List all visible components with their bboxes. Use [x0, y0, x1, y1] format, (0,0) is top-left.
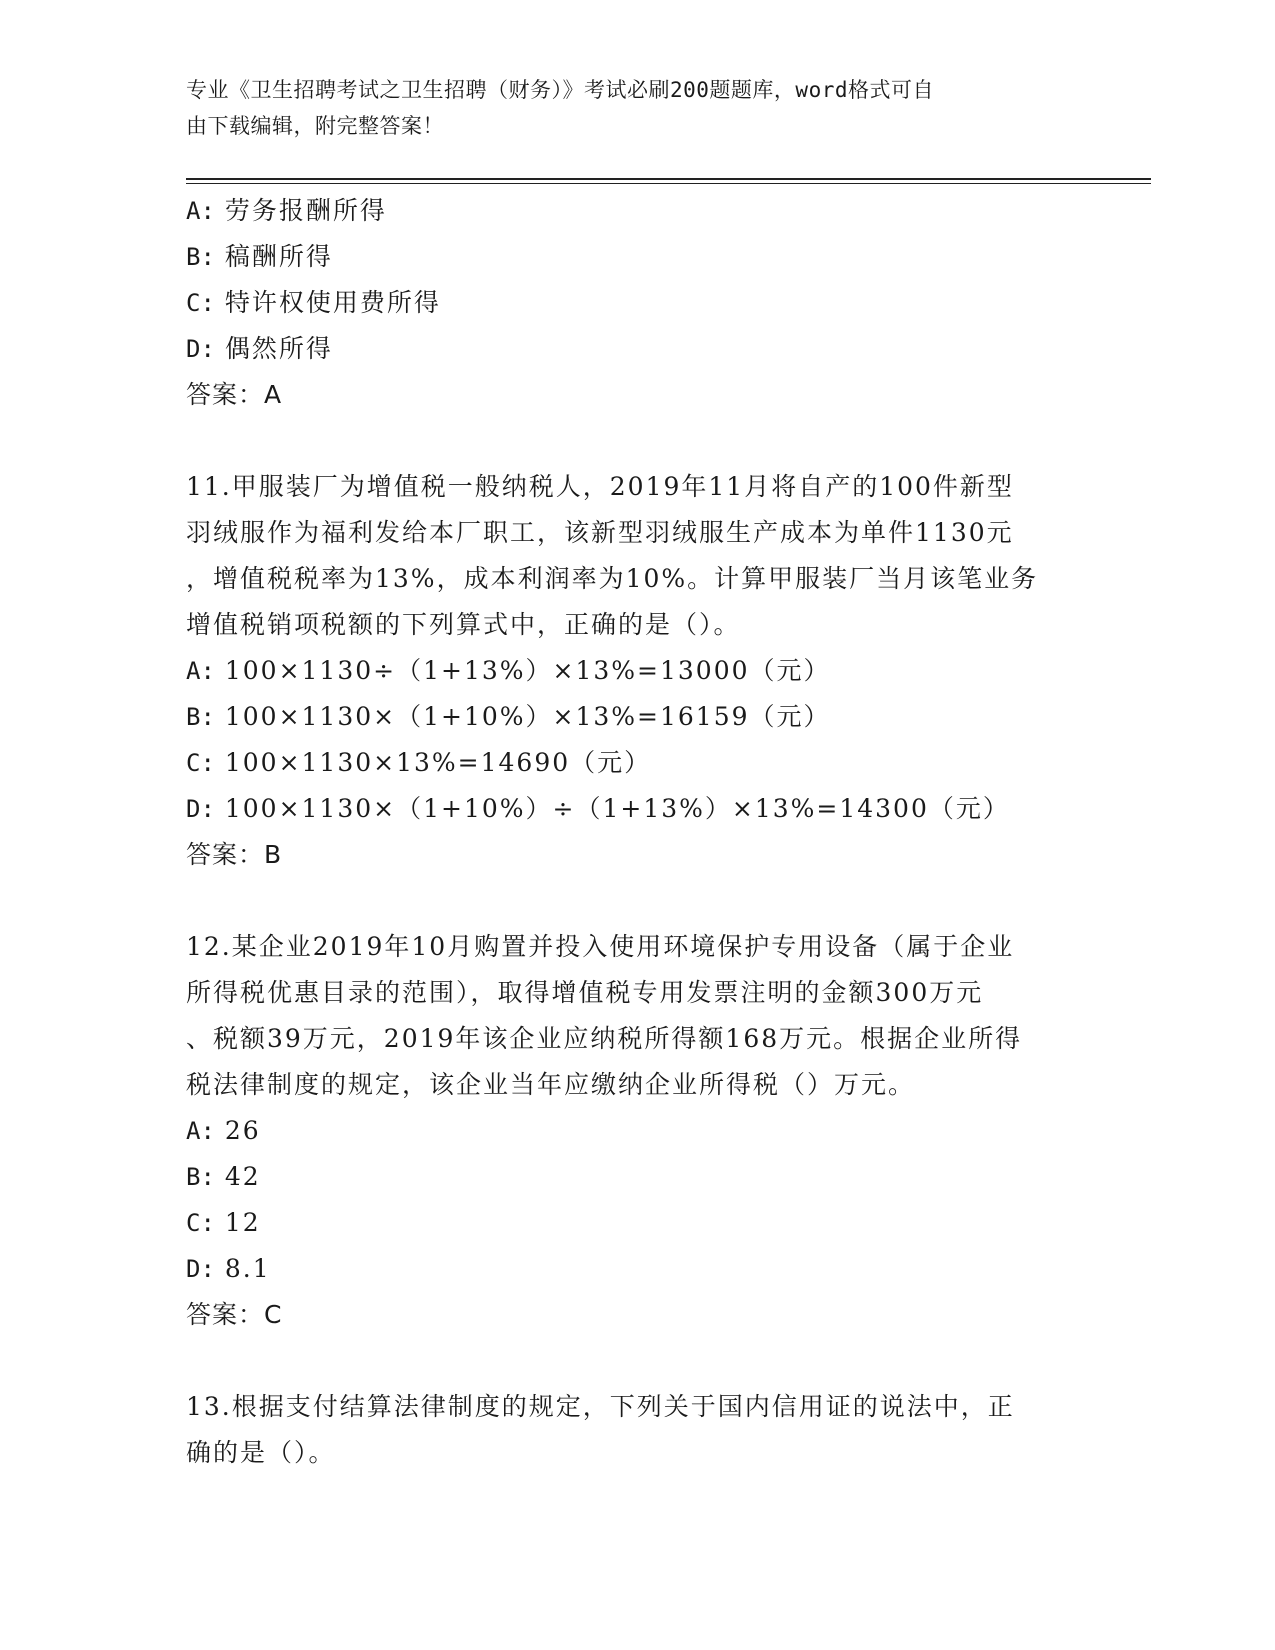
option-text: 12	[224, 1208, 261, 1237]
option-label: D:	[186, 335, 215, 363]
option-text: 稿酬所得	[224, 242, 333, 271]
option-c	[186, 1200, 1086, 1246]
option-label: C:	[186, 749, 215, 777]
option-label: A:	[186, 1117, 215, 1145]
option-c	[186, 280, 1086, 326]
option-text: 100×1130×（1+10%）×13%=16159（元）	[224, 702, 831, 731]
option-a	[186, 648, 1086, 694]
document-header	[186, 72, 1066, 144]
option-b	[186, 234, 1086, 280]
option-a	[186, 188, 1086, 234]
spacer	[186, 418, 1086, 464]
answer-line: 答案：C	[186, 1300, 283, 1329]
option-text: 特许权使用费所得	[224, 288, 441, 317]
option-text: 100×1130×13%=14690（元）	[224, 748, 652, 777]
question-stem-line: 羽绒服作为福利发给本厂职工，该新型羽绒服生产成本为单件1130元	[186, 518, 1014, 547]
option-text: 42	[224, 1162, 261, 1191]
option-text: 100×1130×（1+10%）÷（1+13%）×13%=14300（元）	[224, 794, 1010, 823]
question-13	[186, 1384, 1086, 1476]
header-line-2: 由下载编辑，附完整答案！	[186, 114, 444, 138]
option-label: B:	[186, 243, 215, 271]
option-label: B:	[186, 703, 215, 731]
option-label: C:	[186, 289, 215, 317]
option-label: D:	[186, 1255, 215, 1283]
option-label: B:	[186, 1163, 215, 1191]
option-b	[186, 1154, 1086, 1200]
option-label: C:	[186, 1209, 215, 1237]
question-stem-line: 12.某企业2019年10月购置并投入使用环境保护专用设备（属于企业	[186, 932, 1015, 961]
header-line-1: 专业《卫生招聘考试之卫生招聘（财务）》考试必刷200题题库，word格式可自	[186, 78, 934, 102]
question-stem-line: 、税额39万元，2019年该企业应纳税所得额168万元。根据企业所得	[186, 1024, 1023, 1053]
option-text: 26	[224, 1116, 261, 1145]
option-text: 8.1	[224, 1254, 271, 1283]
question-stem-line: 确的是（）。	[186, 1438, 336, 1467]
question-stem-line: 13.根据支付结算法律制度的规定，下列关于国内信用证的说法中，正	[186, 1392, 1015, 1421]
question-stem-line: ，增值税税率为13%，成本利润率为10%。计算甲服装厂当月该笔业务	[186, 564, 1039, 593]
option-text: 劳务报酬所得	[224, 196, 387, 225]
question-11	[186, 464, 1086, 878]
question-stem-line: 所得税优惠目录的范围），取得增值税专用发票注明的金额300万元	[186, 978, 984, 1007]
option-d	[186, 326, 1086, 372]
answer-line: 答案：B	[186, 840, 283, 869]
header-rule-thick	[186, 178, 1151, 180]
header-rule-thin	[186, 183, 1151, 184]
question-12	[186, 924, 1086, 1338]
question-stem-line: 11.甲服装厂为增值税一般纳税人，2019年11月将自产的100件新型	[186, 472, 1014, 501]
question-10	[186, 188, 1086, 418]
option-c	[186, 740, 1086, 786]
question-stem-line: 税法律制度的规定，该企业当年应缴纳企业所得税（）万元。	[186, 1070, 916, 1099]
spacer	[186, 1338, 1086, 1384]
option-text: 100×1130÷（1+13%）×13%=13000（元）	[224, 656, 831, 685]
option-label: A:	[186, 657, 215, 685]
option-d	[186, 786, 1086, 832]
option-label: A:	[186, 197, 215, 225]
option-d	[186, 1246, 1086, 1292]
option-text: 偶然所得	[224, 334, 333, 363]
question-content	[186, 188, 1086, 1476]
option-a	[186, 1108, 1086, 1154]
answer-line: 答案：A	[186, 380, 283, 409]
option-label: D:	[186, 795, 215, 823]
question-stem-line: 增值税销项税额的下列算式中，正确的是（）。	[186, 610, 741, 639]
spacer	[186, 878, 1086, 924]
option-b	[186, 694, 1086, 740]
